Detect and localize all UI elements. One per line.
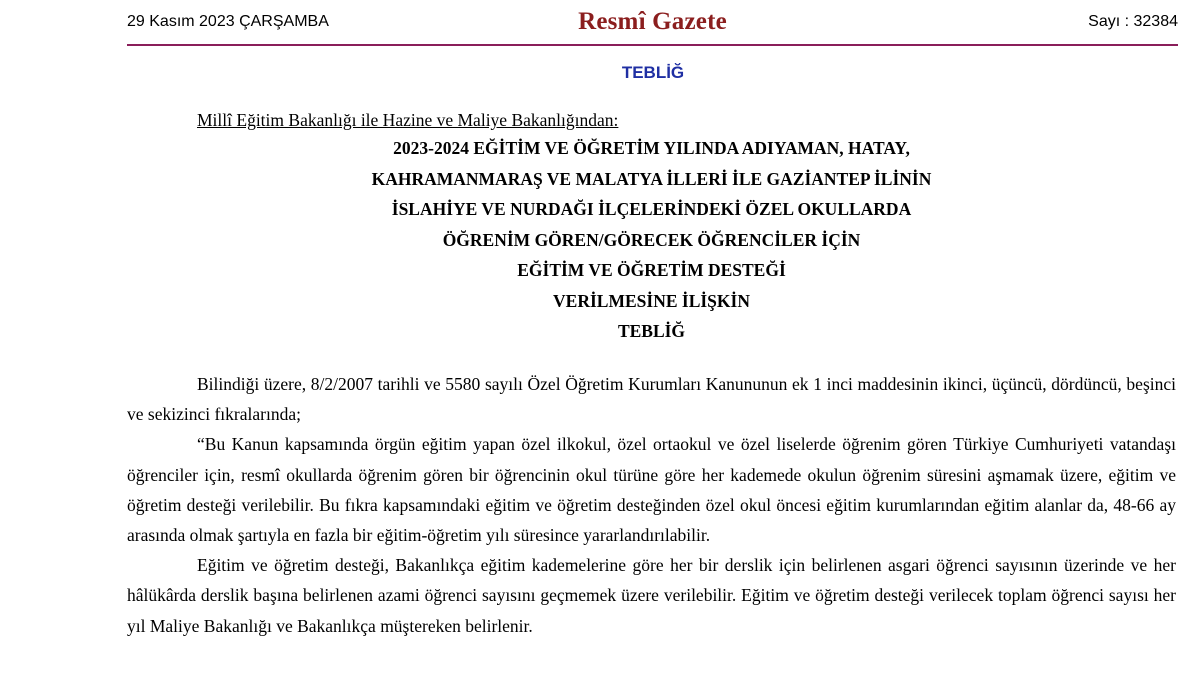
document-body (127, 369, 1176, 641)
document-title-line: ÖĞRENİM GÖREN/GÖRECEK ÖĞRENCİLER İÇİN (442, 229, 861, 250)
document-title-line: İSLAHİYE VE NURDAĞI İLÇELERİNDEKİ ÖZEL OKULLARDA (391, 199, 912, 219)
body-paragraph: “Bu Kanun kapsamında örgün eğitim yapan özel ilkokul, özel ortaokul ve özel liselerde öğrenim gören Türkiye Cumhuriyeti vatandaşı öğrenciler için, resmî okullarda öğrenim gören bir öğrencinin okul türüne göre her kademede okulun öğrenim süresini aşmamak üzere, eğitim ve öğretim desteği verilebilir. Bu fıkra kapsamındaki eğitim ve öğretim desteğinden özel okul öncesi eğitim kurumlarından eğitim alanlar da, 48-66 ay arasında olmak şartıyla en fazla bir eğitim-öğretim yılı süresince yararlandırılabilir. (127, 434, 1176, 546)
masthead (127, 0, 1178, 46)
body-paragraph: Bilindiği üzere, 8/2/2007 tarihli ve 5580 sayılı Özel Öğretim Kurumları Kanununun ek 1 inci maddesinin ikinci, üçüncü, dördüncü, beşinci ve sekizinci fıkralarında; (127, 374, 1176, 425)
document-title-line: KAHRAMANMARAŞ VE MALATYA İLLERİ İLE GAZİANTEP İLİNİN (371, 168, 932, 189)
issue-date: 29 Kasım 2023 ÇARŞAMBA (127, 13, 329, 30)
gazette-title: Resmî Gazete (578, 8, 727, 35)
document-title (200, 133, 1103, 347)
document-title-line: VERİLMESİNE İLİŞKİN (553, 290, 750, 311)
issuing-authority: Millî Eğitim Bakanlığı ile Hazine ve Maliye Bakanlığından: (197, 110, 619, 130)
document-title-line: TEBLİĞ (617, 321, 686, 341)
document-title-line: EĞİTİM VE ÖĞRETİM DESTEĞİ (517, 260, 786, 280)
issue-number: Sayı : 32384 (1088, 13, 1178, 30)
section-title: TEBLİĞ (621, 63, 685, 82)
body-paragraph: Eğitim ve öğretim desteği, Bakanlıkça eğitim kademelerine göre her bir derslik için belirlenen asgari öğrenci sayısının üzerinde ve her hâlükârda derslik başına belirlenen azami öğrenci sayısını geçmemek üzere verilebilir. Eğitim ve öğretim desteği verilecek toplam öğrenci sayısı her yıl Maliye Bakanlığı ve Bakanlıkça müştereken belirlenir. (127, 555, 1176, 636)
document-title-line: 2023-2024 EĞİTİM VE ÖĞRETİM YILINDA ADIYAMAN, HATAY, (393, 138, 910, 158)
